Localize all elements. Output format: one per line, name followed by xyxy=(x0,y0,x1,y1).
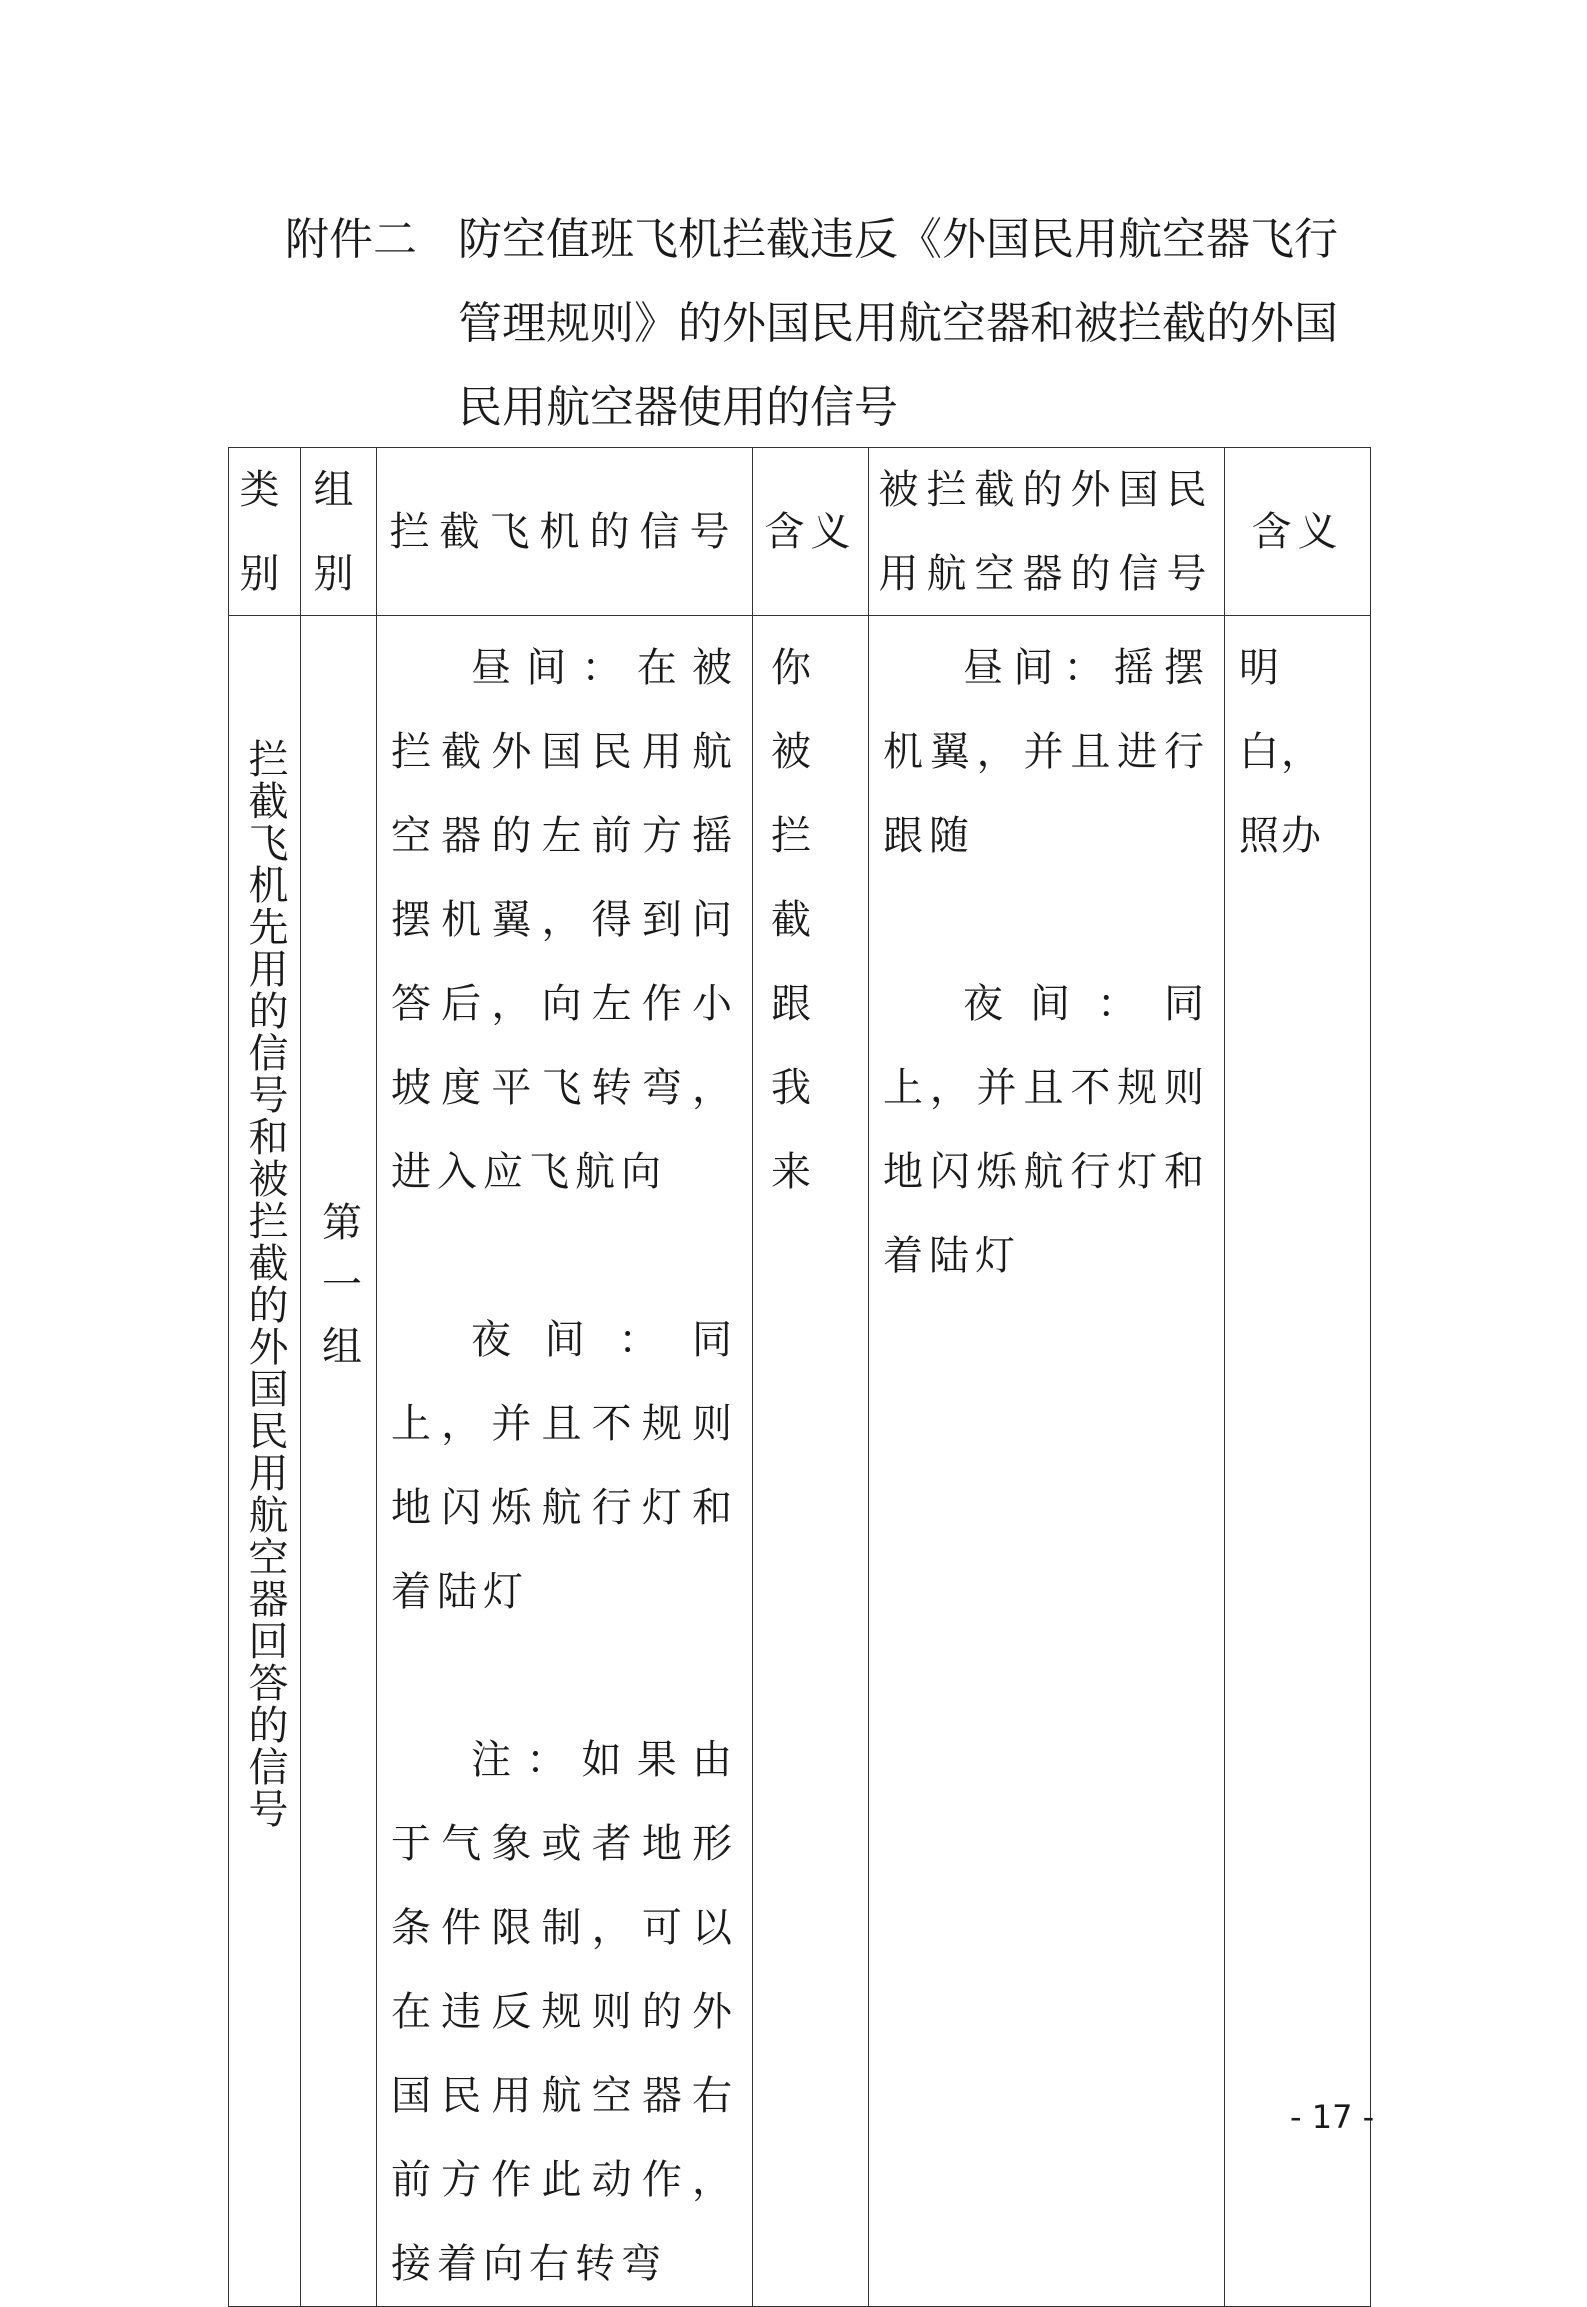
header-category: 类 别 xyxy=(229,448,301,616)
title-line-1: 附件二 防空值班飞机拦截违反《外国民用航空器飞行 xyxy=(285,198,1345,282)
intercepted-night-text: 夜间：同上，并且不规则地闪烁航行灯和着陆灯 xyxy=(883,981,1210,1279)
meaning-2-cell xyxy=(1225,616,1371,2307)
header-meaning-2: 含义 xyxy=(1225,448,1371,616)
meaning-cell xyxy=(753,616,869,2307)
category-text: 拦截飞机先用的信号和被拦截的外国民用航空器回答的信号 xyxy=(242,738,288,1830)
table-row xyxy=(229,616,1371,2307)
interceptor-signal-cell xyxy=(377,616,753,2307)
intercepted-day-text: 昼间：摇摆机翼，并且进行跟随 xyxy=(883,645,1210,859)
interceptor-night-text: 夜间：同上，并且不规则地闪烁航行灯和着陆灯 xyxy=(391,1317,738,1615)
category-cell xyxy=(229,616,301,2307)
header-interceptor-signal: 拦截飞机的信号 xyxy=(377,448,753,616)
group-cell xyxy=(301,616,377,2307)
interceptor-note-text: 注：如果由于气象或者地形条件限制，可以在违反规则的外国民用航空器右前方作此动作，接着向右转弯 xyxy=(391,1737,738,2287)
header-intercepted-signal: 被拦截的外国民 用航空器的信号 xyxy=(869,448,1225,616)
intercepted-signal-cell xyxy=(869,616,1225,2307)
attachment-label: 附件二 xyxy=(285,214,417,265)
signal-table xyxy=(228,447,1371,2307)
page-number: - 17 - xyxy=(1290,2098,1375,2136)
title-line-3: 民用航空器使用的信号 xyxy=(458,382,898,433)
document-title xyxy=(285,198,1345,450)
meaning-2-text: 明白，照办 xyxy=(1239,645,1323,859)
group-text: 第一组 xyxy=(315,1201,362,1387)
header-meaning: 含义 xyxy=(753,448,869,616)
meaning-text: 你被拦截跟我来 xyxy=(771,645,815,1195)
header-group: 组 别 xyxy=(301,448,377,616)
interceptor-day-text: 昼间：在被拦截外国民用航空器的左前方摇摆机翼，得到问答后，向左作小坡度平飞转弯，进入应飞航向 xyxy=(391,645,738,1195)
title-line-2: 管理规则》的外国民用航空器和被拦截的外国 xyxy=(458,298,1338,349)
table-header-row xyxy=(229,448,1371,616)
